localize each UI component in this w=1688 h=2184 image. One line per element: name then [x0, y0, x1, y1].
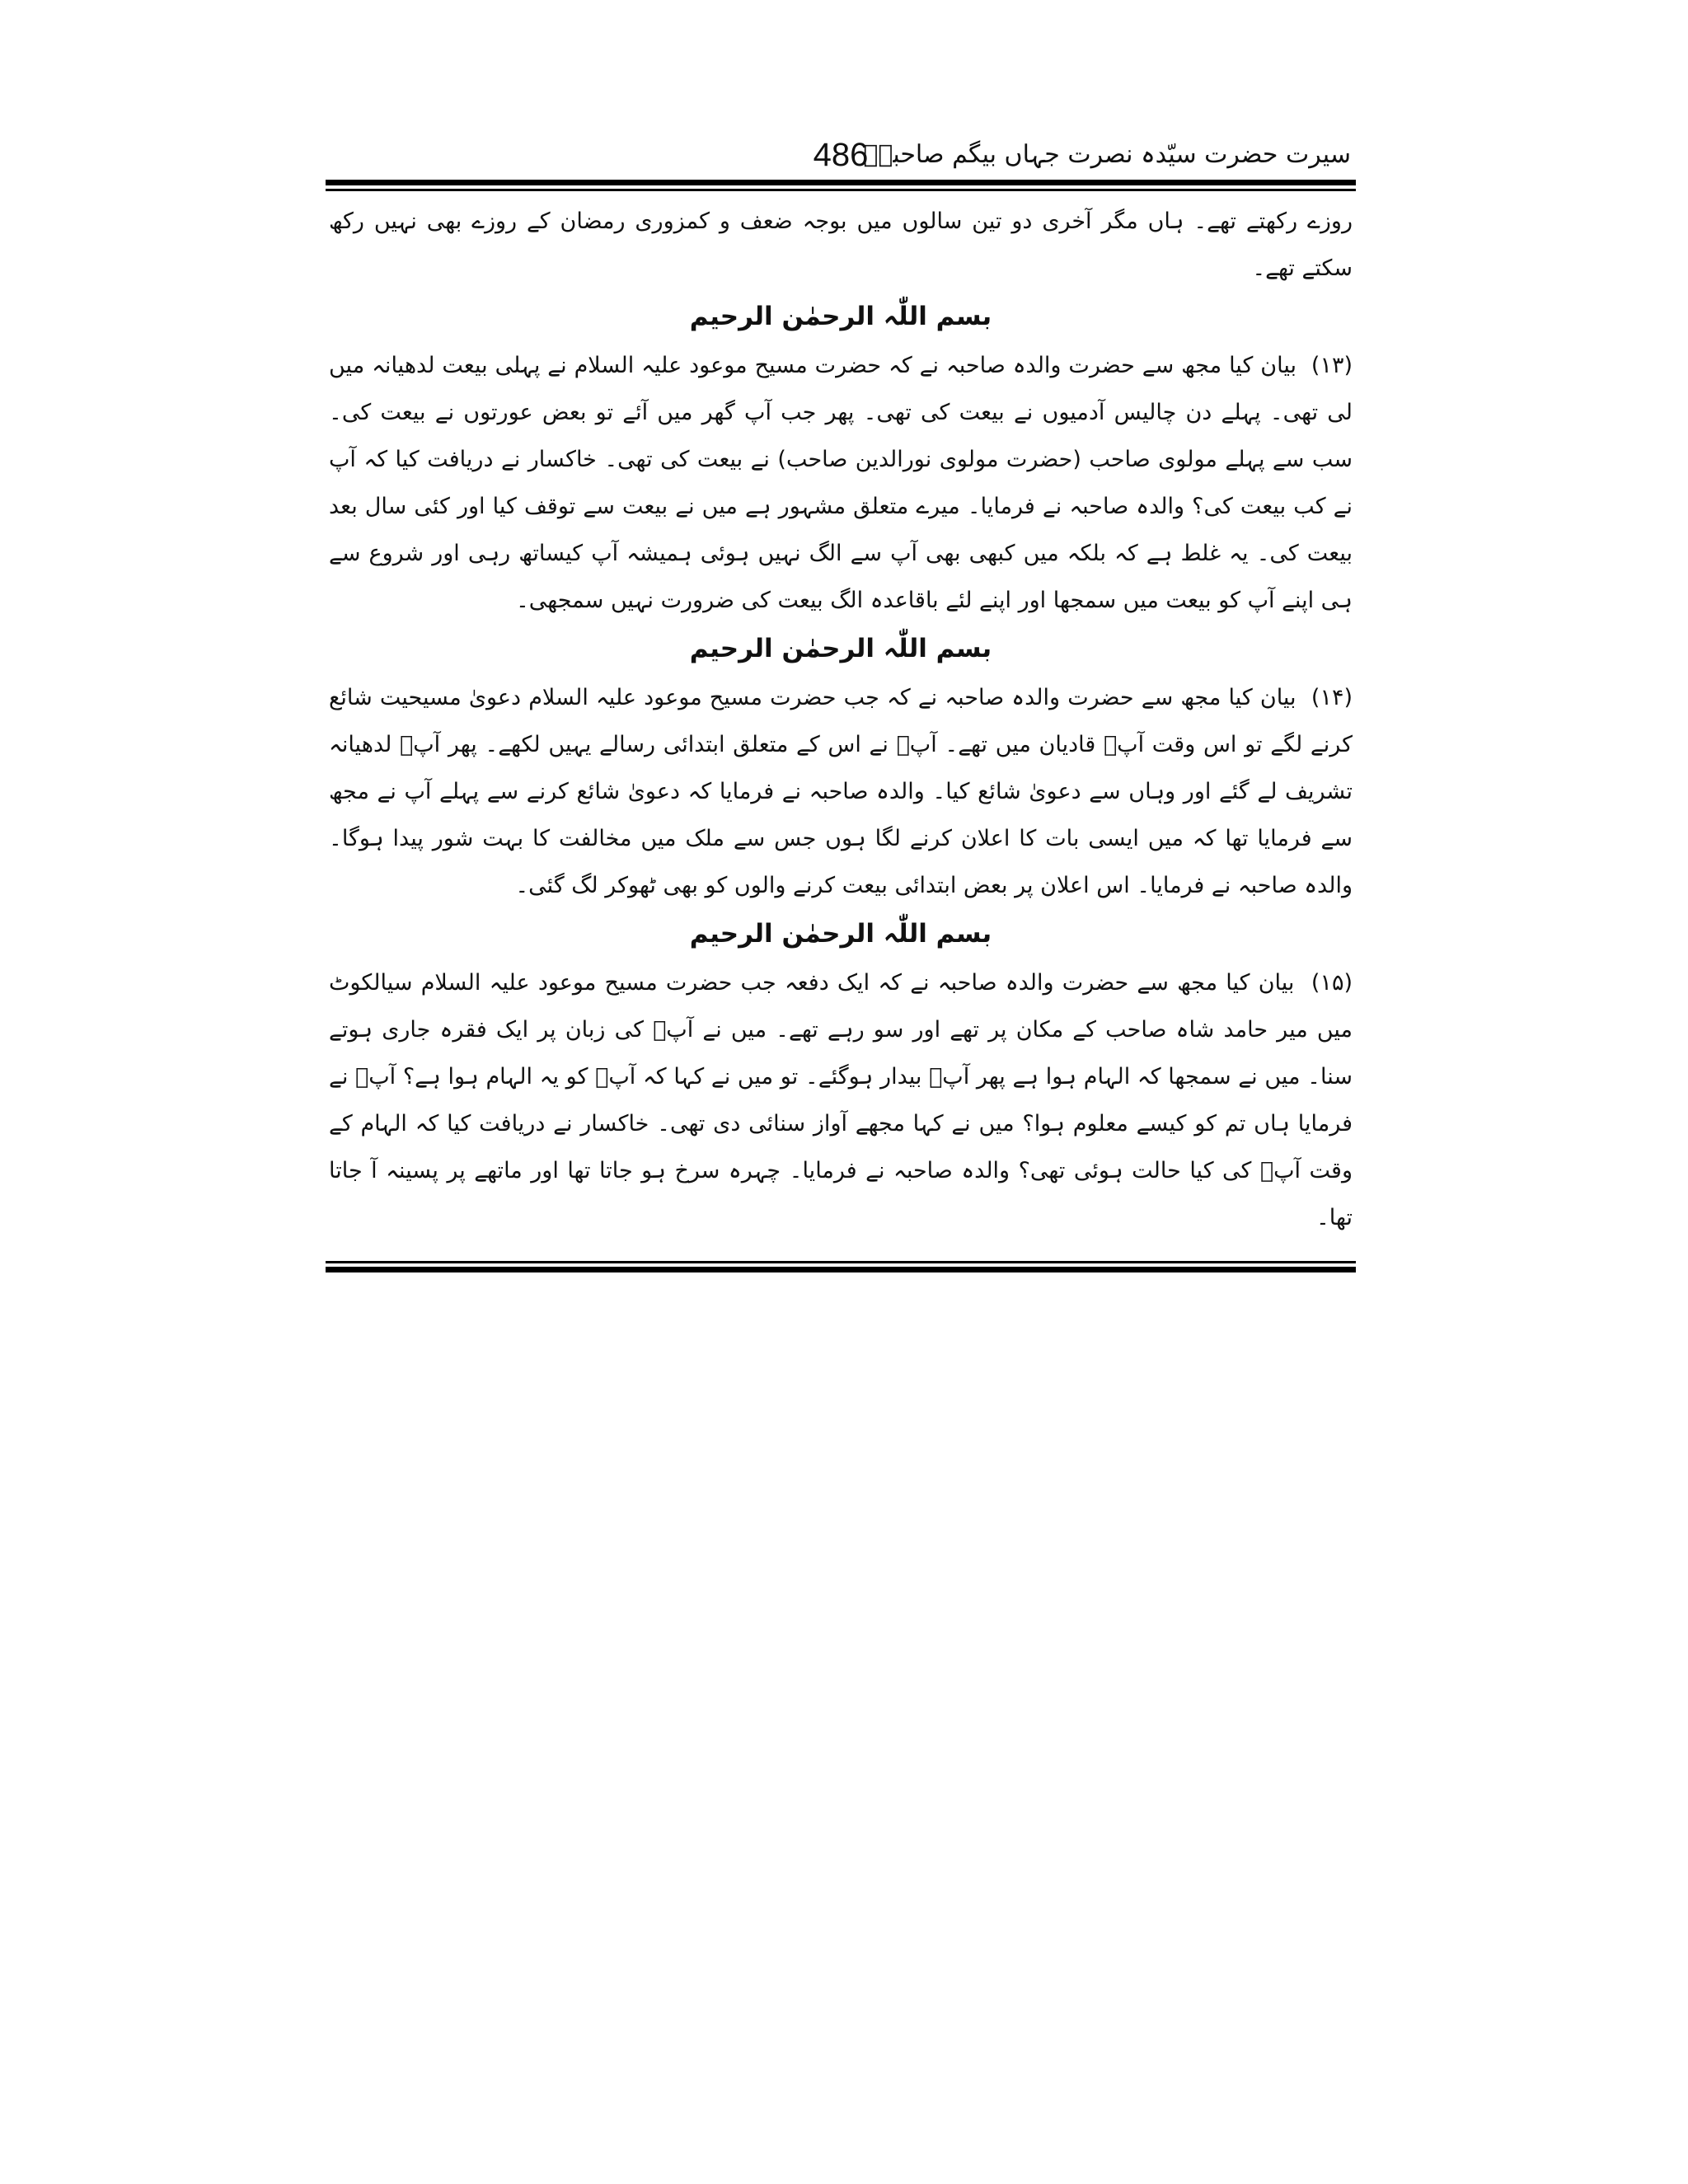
- section-heading: بسم اللّٰہ الرحمٰن الرحیم: [689, 919, 992, 949]
- section-number: (۱۳): [1311, 353, 1353, 378]
- page-number: 486: [813, 137, 869, 173]
- page-header: [326, 132, 1356, 180]
- section-14: [329, 626, 1353, 909]
- document-page: [326, 132, 1356, 1272]
- page-content: [326, 191, 1356, 1241]
- header-rule-thick: [326, 180, 1356, 185]
- section-13: [329, 293, 1353, 624]
- section-text: بیان کیا مجھ سے حضرت والدہ صاحبہ نے کہ جب حضرت مسیح موعود علیہ السلام دعویٰ مسیحیت شائع کرنے لگے تو اس وقت آپؑ قادیان میں تھے۔ آپؑ نے اس کے متعلق ابتدائی رسالے یہیں لکھے۔ پھر آپؑ لدھیانہ تشریف لے گئے اور وہاں سے دعویٰ شائع کیا۔ والدہ صاحبہ نے فرمایا کہ دعویٰ شائع کرنے سے پہلے آپ نے مجھ سے فرمایا تھا کہ میں ایسی بات کا اعلان کرنے لگا ہوں جس سے ملک میں مخالفت کا بہت شور پیدا ہوگا۔ والدہ صاحبہ نے فرمایا۔ اس اعلان پر بعض ابتدائی بیعت کرنے والوں کو بھی ٹھوکر لگ گئی۔: [329, 685, 1353, 898]
- section-paragraph: [329, 959, 1353, 1241]
- book-title: سیرت حضرت سیّدہ نصرت جہاں بیگم صاحبہؓ: [863, 140, 1351, 169]
- section-number: (۱۴): [1311, 685, 1353, 710]
- section-number: (۱۵): [1311, 970, 1353, 996]
- section-heading: بسم اللّٰہ الرحمٰن الرحیم: [689, 634, 992, 663]
- section-text: بیان کیا مجھ سے حضرت والدہ صاحبہ نے کہ ایک دفعہ جب حضرت مسیح موعود علیہ السلام سیالکوٹ میں میر حامد شاہ صاحب کے مکان پر تھے اور سو رہے تھے۔ میں نے آپؑ کی زبان پر ایک فقرہ جاری ہوتے سنا۔ میں نے سمجھا کہ الہام ہوا ہے پھر آپؑ بیدار ہوگئے۔ تو میں نے کہا کہ آپؑ کو یہ الہام ہوا ہے؟ آپؑ نے فرمایا ہاں تم کو کیسے معلوم ہوا؟ میں نے کہا مجھے آواز سنائی دی تھی۔ خاکسار نے دریافت کیا کہ الہام کے وقت آپؑ کی کیا حالت ہوئی تھی؟ والدہ صاحبہ نے فرمایا۔ چہرہ سرخ ہو جاتا تھا اور ماتھے پر پسینہ آ جاتا تھا۔: [329, 970, 1353, 1230]
- intro-paragraph: روزے رکھتے تھے۔ ہاں مگر آخری دو تین سالوں میں بوجہ ضعف و کمزوری رمضان کے روزے بھی نہیں رکھ سکتے تھے۔: [329, 209, 1353, 281]
- section-paragraph: [329, 342, 1353, 624]
- footer-rule-thick: [326, 1267, 1356, 1272]
- section-paragraph: [329, 674, 1353, 909]
- section-text: بیان کیا مجھ سے حضرت والدہ صاحبہ نے کہ حضرت مسیح موعود علیہ السلام نے پہلی بیعت لدھیانہ میں لی تھی۔ پہلے دن چالیس آدمیوں نے بیعت کی تھی۔ پھر جب آپ گھر میں آئے تو بعض عورتوں نے بیعت کی۔ سب سے پہلے مولوی صاحب (حضرت مولوی نورالدین صاحب) نے بیعت کی تھی۔ خاکسار نے دریافت کیا کہ آپ نے کب بیعت کی؟ والدہ صاحبہ نے فرمایا۔ میرے متعلق مشہور ہے میں نے بیعت سے توقف کیا اور کئی سال بعد بیعت کی۔ یہ غلط ہے کہ بلکہ میں کبھی بھی آپ سے الگ نہیں ہوئی ہمیشہ آپ کیساتھ رہی اور شروع سے ہی اپنے آپ کو بیعت میں سمجھا اور اپنے لئے باقاعدہ الگ بیعت کی ضرورت نہیں سمجھی۔: [329, 353, 1353, 613]
- section-15: [329, 911, 1353, 1241]
- footer-rules: [326, 1261, 1356, 1272]
- section-heading: بسم اللّٰہ الرحمٰن الرحیم: [689, 302, 992, 331]
